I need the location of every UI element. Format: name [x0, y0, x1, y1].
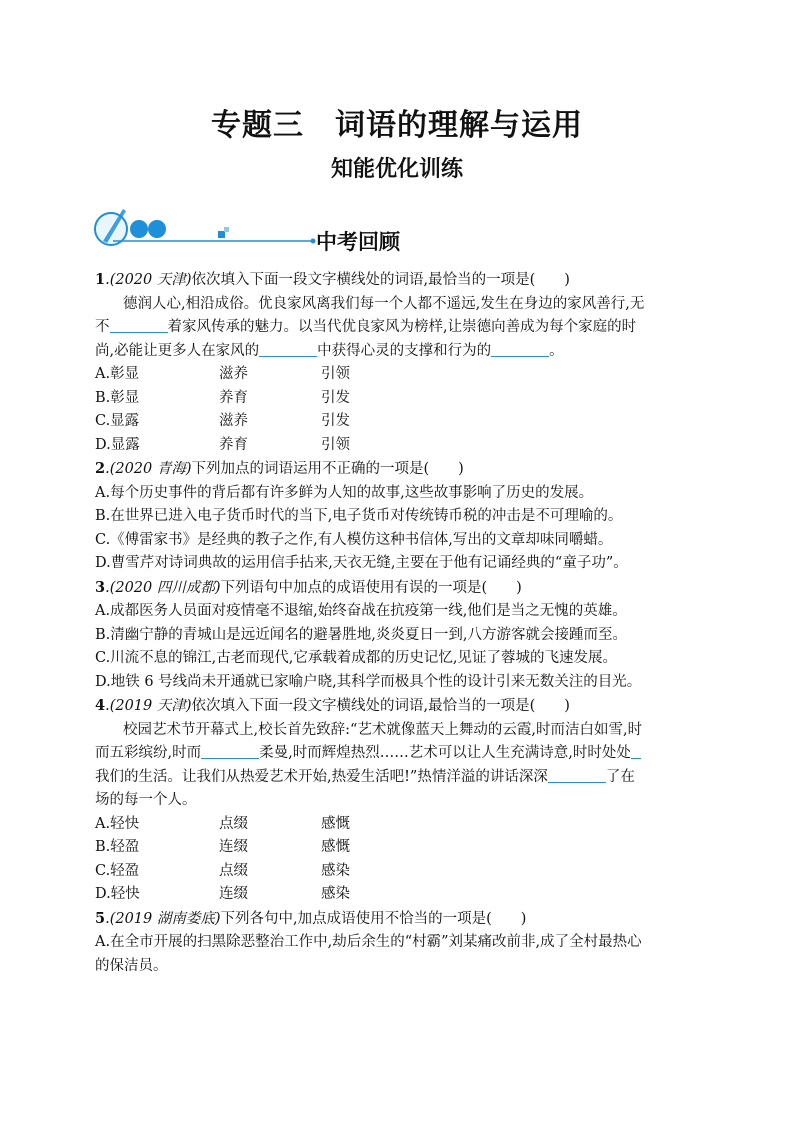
question-text: 下列各句中,加点成语使用不恰当的一项是( ) — [220, 910, 527, 927]
option-row: A.彰显 滋养 引领 — [95, 366, 350, 382]
question-stem — [95, 576, 698, 601]
passage-line: 而五彩缤纷,时而 柔曼,时而辉煌热烈……艺术可以让人生充满诗意,时时处处 — [95, 742, 698, 766]
question-stem — [95, 694, 698, 719]
passage-line: 尚,必能让更多人在家风的 中获得心灵的支撑和行为的 。 — [95, 340, 698, 364]
option-line: A.在全市开展的扫黑除恶整治工作中,劫后余生的“村霸”刘某痛改前非,成了全村最热心 — [95, 934, 642, 950]
option-line: C.《傅雷家书》是经典的教子之作,有人模仿这种书信体,写出的文章却味同嚼蜡。 — [95, 531, 613, 548]
question-source: .(2020 天津) — [105, 272, 192, 288]
page-title: 专题三 词语的理解与运用 — [211, 108, 583, 143]
passage-line: 我们的生活。让我们从热爱艺术开始,热爱生活吧!”热情洋溢的讲话深深 了在 — [95, 766, 698, 790]
fill-blank — [548, 766, 606, 783]
fill-blank — [110, 316, 168, 333]
option-line: B.在世界已进入电子货币时代的当下,电子货币对传统铸币税的冲击是不可理喻的。 — [95, 508, 623, 524]
option-row: D.轻快 连缀 感染 — [95, 886, 350, 902]
option-row: C.显露 滋养 引发 — [95, 413, 350, 429]
question-number: 3 — [95, 578, 106, 596]
option-line: A.成都医务人员面对疫情毫不退缩,始终奋战在抗疫第一线,他们是当之无愧的英雄。 — [95, 603, 627, 619]
question-source: .(2020 青海) — [105, 461, 192, 477]
dot-icon-2 — [148, 220, 166, 238]
passage-line: 场的每一个人。 — [95, 792, 197, 808]
question-stem — [95, 457, 698, 482]
question-source: .(2020 四川成都) — [105, 579, 221, 596]
question-stem — [95, 268, 698, 293]
question-number: 5 — [95, 909, 106, 927]
question-number: 4 — [95, 697, 106, 714]
option-line: A.每个历史事件的背后都有许多鲜为人知的故事,这些故事影响了历史的发展。 — [95, 484, 594, 501]
option-line: D.地铁 6 号线尚未开通就已家喻户晓,其科学而极具个性的设计引来无数关注的目光。 — [95, 673, 642, 690]
option-line: C.川流不息的锦江,古老而现代,它承载着成都的历史记忆,见证了蓉城的飞速发展。 — [95, 650, 618, 666]
dot-icon-1 — [130, 220, 148, 238]
question-text: 下列加点的词语运用不正确的一项是( ) — [191, 461, 464, 477]
question-list — [95, 268, 698, 978]
question-text: 下列语句中加点的成语使用有误的一项是( ) — [220, 579, 522, 596]
option-row: C.轻盈 点缀 感染 — [95, 862, 350, 879]
option-line: D.曹雪芹对诗词典故的运用信手拈来,天衣无缝,主要在于他有记诵经典的“童子功”。 — [95, 555, 628, 571]
option-line: 的保洁员。 — [95, 957, 168, 974]
question-text: 依次填入下面一段文字横线处的词语,最恰当的一项是( ) — [191, 272, 570, 288]
fill-blank — [491, 340, 549, 357]
question-source: .(2019 湖南娄底) — [105, 910, 221, 927]
passage-line: 德润人心,相沿成俗。优良家风离我们每一个人都不遥远,发生在身边的家风善行,无 — [123, 295, 645, 312]
fill-blank — [631, 742, 641, 759]
option-row: B.彰显 养育 引发 — [95, 389, 350, 406]
option-row: A.轻快 点缀 感慨 — [95, 815, 350, 832]
passage-line: 不 着家风传承的魅力。以当代优良家风为榜样,让崇德向善成为每个家庭的时 — [95, 316, 698, 340]
question-number: 1 — [95, 271, 106, 288]
fill-blank — [259, 340, 317, 357]
question-stem — [95, 907, 698, 932]
section-heading: 中考回顾 — [316, 230, 400, 254]
question-source: .(2019 天津) — [105, 698, 192, 714]
small-square-icon — [218, 231, 225, 238]
option-row: D.显露 养育 引领 — [95, 436, 350, 453]
page-subtitle: 知能优化训练 — [330, 156, 463, 182]
passage-line: 校园艺术节开幕式上,校长首先致辞:“艺术就像蓝天上舞动的云霞,时而洁白如雪,时 — [123, 721, 643, 738]
fill-blank — [201, 742, 259, 759]
rule-end-dot — [311, 239, 316, 244]
option-line: B.清幽宁静的青城山是远近闻名的避暑胜地,炎炎夏日一到,八方游客就会接踵而至。 — [95, 626, 627, 643]
option-row: B.轻盈 连缀 感慨 — [95, 839, 350, 855]
question-text: 依次填入下面一段文字横线处的词语,最恰当的一项是( ) — [191, 698, 570, 714]
question-number: 2 — [95, 460, 106, 477]
